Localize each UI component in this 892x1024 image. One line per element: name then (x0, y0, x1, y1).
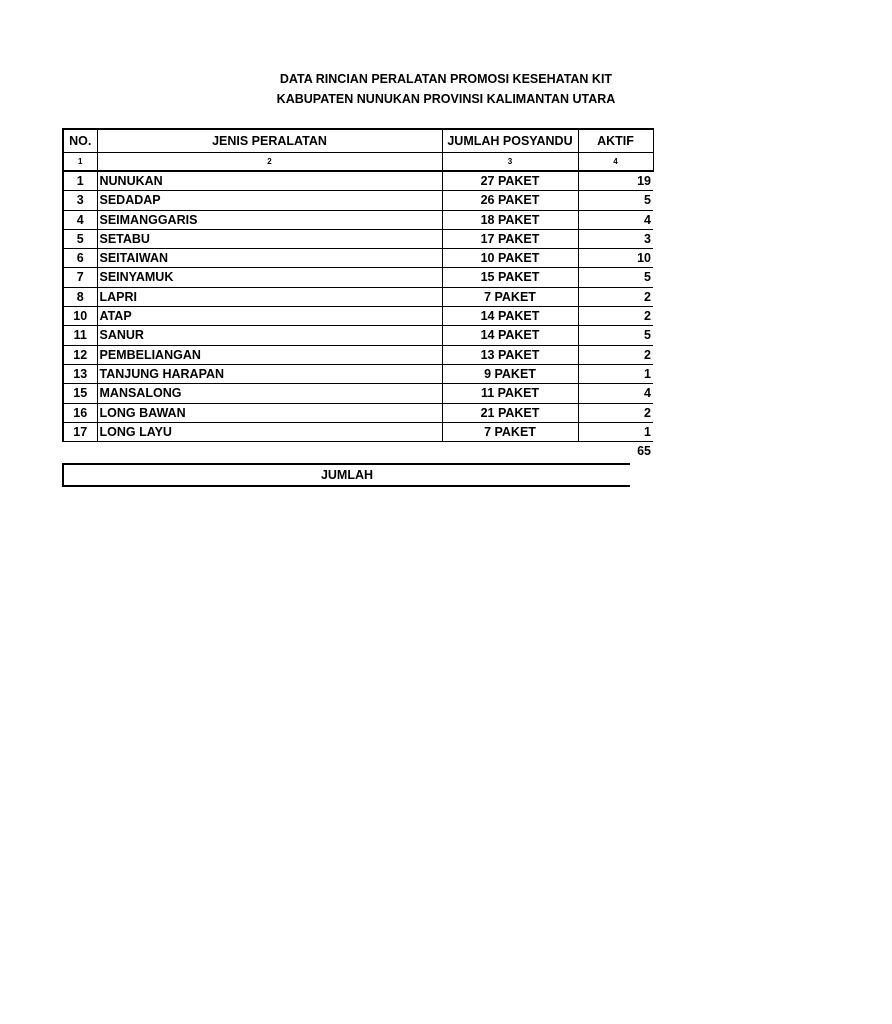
table-row (63, 345, 653, 364)
row-jumlah-posyandu: 18 PAKET (442, 210, 578, 229)
row-jumlah-posyandu: 17 PAKET (442, 229, 578, 248)
row-aktif: 10 (578, 249, 653, 268)
row-aktif: 2 (578, 345, 653, 364)
header-jenis-peralatan: JENIS PERALATAN (97, 129, 442, 153)
table-row (63, 287, 653, 306)
row-name: PEMBELIANGAN (97, 345, 442, 364)
table-row (63, 249, 653, 268)
row-number: 7 (63, 268, 97, 287)
row-number: 17 (63, 422, 97, 441)
row-number: 8 (63, 287, 97, 306)
row-name: SEITAIWAN (97, 249, 442, 268)
total-row (63, 442, 653, 461)
row-name: ATAP (97, 307, 442, 326)
row-name: TANJUNG HARAPAN (97, 364, 442, 383)
row-jumlah-posyandu: 14 PAKET (442, 326, 578, 345)
document-title: DATA RINCIAN PERALATAN PROMOSI KESEHATAN KIT (279, 72, 613, 86)
row-jumlah-posyandu: 9 PAKET (442, 364, 578, 383)
jumlah-label: JUMLAH (62, 463, 630, 487)
row-aktif: 5 (578, 191, 653, 210)
equipment-table (62, 128, 654, 460)
table-row (63, 229, 653, 248)
row-number: 6 (63, 249, 97, 268)
header-aktif: AKTIF (578, 129, 653, 153)
table-row (63, 422, 653, 441)
document-subtitle: KABUPATEN NUNUKAN PROVINSI KALIMANTAN UTARA (276, 92, 616, 106)
column-index: 2 (97, 153, 442, 172)
row-jumlah-posyandu: 10 PAKET (442, 249, 578, 268)
column-index: 1 (63, 153, 97, 172)
row-name: NUNUKAN (97, 171, 442, 191)
column-index: 4 (578, 153, 653, 172)
row-number: 5 (63, 229, 97, 248)
row-number: 16 (63, 403, 97, 422)
table-row (63, 326, 653, 345)
row-aktif: 19 (578, 171, 653, 191)
row-number: 10 (63, 307, 97, 326)
row-name: LONG LAYU (97, 422, 442, 441)
row-name: SEINYAMUK (97, 268, 442, 287)
row-aktif: 4 (578, 210, 653, 229)
row-number: 11 (63, 326, 97, 345)
header-jumlah-posyandu: JUMLAH POSYANDU (442, 129, 578, 153)
row-jumlah-posyandu: 26 PAKET (442, 191, 578, 210)
row-aktif: 4 (578, 384, 653, 403)
table-row (63, 171, 653, 191)
row-aktif: 5 (578, 268, 653, 287)
row-jumlah-posyandu: 15 PAKET (442, 268, 578, 287)
row-jumlah-posyandu: 11 PAKET (442, 384, 578, 403)
table-header-row (63, 129, 653, 153)
table-body (63, 171, 653, 442)
row-name: MANSALONG (97, 384, 442, 403)
row-jumlah-posyandu: 7 PAKET (442, 287, 578, 306)
table-row (63, 307, 653, 326)
row-number: 1 (63, 171, 97, 191)
row-jumlah-posyandu: 13 PAKET (442, 345, 578, 364)
data-table-container (62, 128, 651, 488)
row-name: SEDADAP (97, 191, 442, 210)
row-number: 3 (63, 191, 97, 210)
column-index: 3 (442, 153, 578, 172)
row-aktif: 2 (578, 287, 653, 306)
row-number: 15 (63, 384, 97, 403)
table-row (63, 210, 653, 229)
row-number: 12 (63, 345, 97, 364)
total-aktif: 65 (637, 444, 651, 459)
row-jumlah-posyandu: 14 PAKET (442, 307, 578, 326)
row-name: SEIMANGGARIS (97, 210, 442, 229)
row-name: SETABU (97, 229, 442, 248)
table-row (63, 403, 653, 422)
table-row (63, 268, 653, 287)
table-row (63, 364, 653, 383)
table-row (63, 384, 653, 403)
row-aktif: 2 (578, 307, 653, 326)
row-aktif: 3 (578, 229, 653, 248)
row-jumlah-posyandu: 21 PAKET (442, 403, 578, 422)
row-aktif: 1 (578, 422, 653, 441)
column-index-row (63, 153, 653, 172)
header-no: NO. (63, 129, 97, 153)
row-name: LONG BAWAN (97, 403, 442, 422)
row-name: LAPRI (97, 287, 442, 306)
row-aktif: 5 (578, 326, 653, 345)
row-aktif: 2 (578, 403, 653, 422)
row-aktif: 1 (578, 364, 653, 383)
row-jumlah-posyandu: 27 PAKET (442, 171, 578, 191)
row-number: 13 (63, 364, 97, 383)
row-name: SANUR (97, 326, 442, 345)
row-number: 4 (63, 210, 97, 229)
row-jumlah-posyandu: 7 PAKET (442, 422, 578, 441)
table-row (63, 191, 653, 210)
